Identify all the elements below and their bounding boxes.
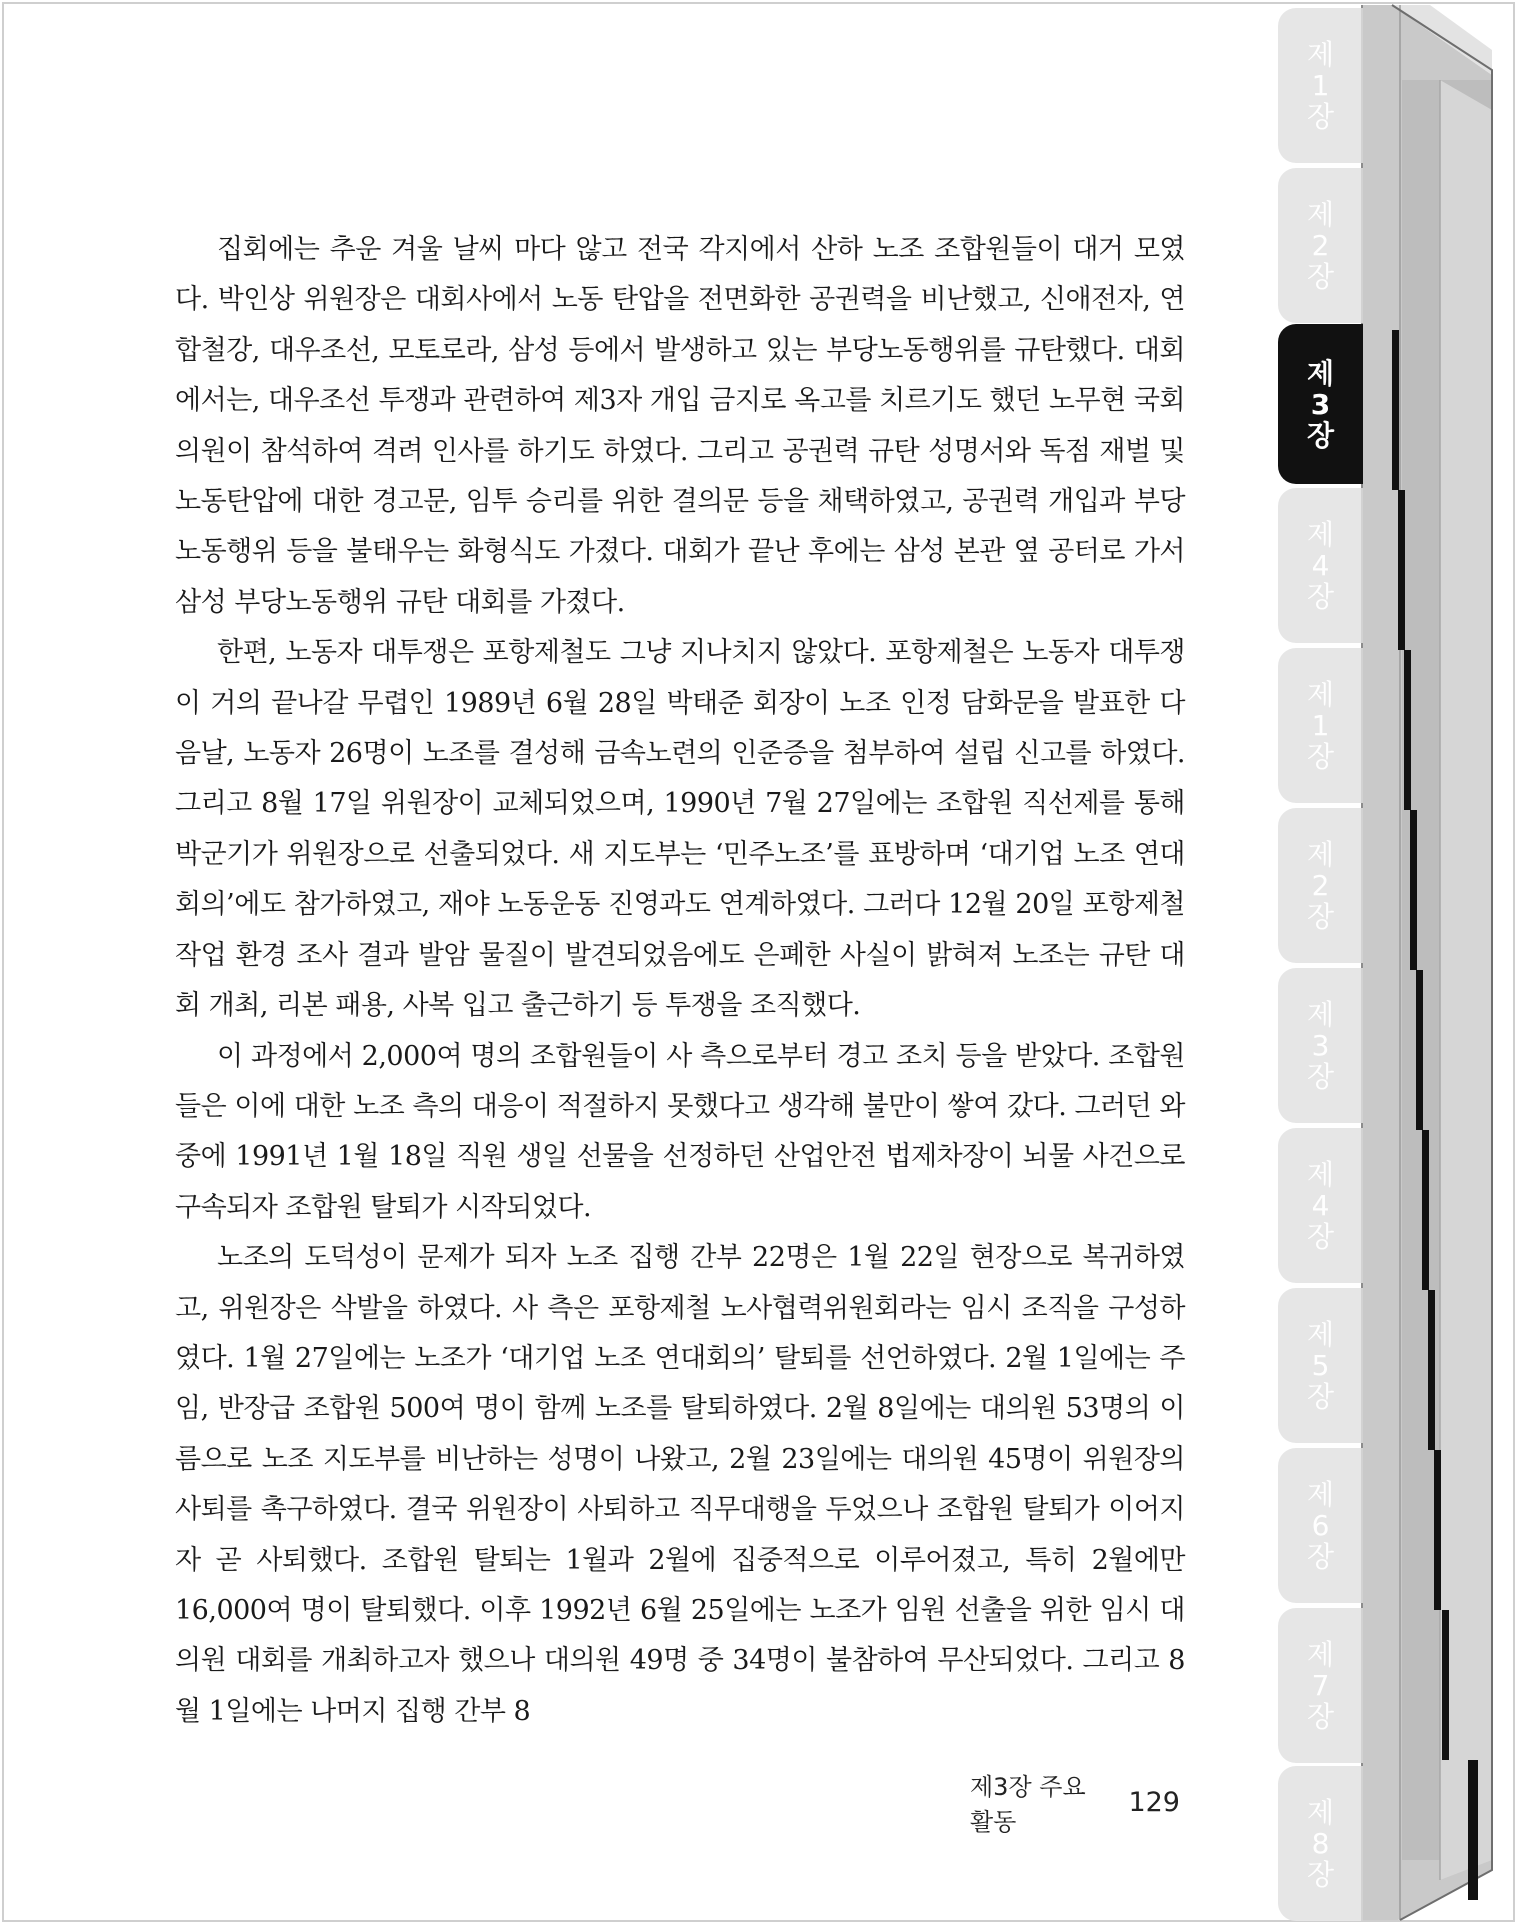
- chapter-tab[interactable]: 제 7 장: [1278, 1608, 1363, 1763]
- chapter-tab-active[interactable]: 제 3 장: [1278, 324, 1363, 484]
- chapter-tab[interactable]: 제 4 장: [1278, 1128, 1363, 1283]
- page-number: 129: [1128, 1786, 1180, 1818]
- chapter-thumb-index: [1278, 0, 1368, 1926]
- chapter-tab[interactable]: 제 3 장: [1278, 968, 1363, 1123]
- chapter-tab[interactable]: 제 4 장: [1278, 488, 1363, 643]
- paragraph: 이 과정에서 2,000여 명의 조합원들이 사 측으로부터 경고 조치 등을 받았다. 조합원들은 이에 대한 노조 측의 대응이 적절하지 못했다고 생각해 불만이 쌓여 갔다. 그러던 와중에 1991년 1월 18일 직원 생일 선물을 선정하던 산업안전 법제차장이 뇌물 사건으로 구속되자 조합원 탈퇴가 시작되었다.: [175, 1040, 1185, 1223]
- chapter-tab[interactable]: 제 1 장: [1278, 8, 1363, 163]
- paragraph: 집회에는 추운 겨울 날씨 마다 않고 전국 각지에서 산하 노조 조합원들이 대거 모였다. 박인상 위원장은 대회사에서 노동 탄압을 전면화한 공권력을 비난했고, 신애전자, 연합철강, 대우조선, 모토로라, 삼성 등에서 발생하고 있는 부당노동행위를 규탄했다. 대회에서는, 대우조선 투쟁과 관련하여 제3자 개입 금지로 옥고를 치르기도 했던 노무현 국회의원이 참석하여 격려 인사를 하기도 하였다. 그리고 공권력 규탄 성명서와 독점 재벌 및 노동탄압에 대한 경고문, 임투 승리를 위한 결의문 등을 채택하였고, 공권력 개입과 부당노동행위 등을 불태우는 화형식도 가졌다. 대회가 끝난 후에는 삼성 본관 옆 공터로 가서 삼성 부당노동행위 규탄 대회를 가졌다.: [175, 234, 1185, 618]
- paragraph: 노조의 도덕성이 문제가 되자 노조 집행 간부 22명은 1월 22일 현장으로 복귀하였고, 위원장은 삭발을 하였다. 사 측은 포항제철 노사협력위원회라는 임시 조직을 구성하였다. 1월 27일에는 노조가 ‘대기업 노조 연대회의’ 탈퇴를 선언하였다. 2월 1일에는 주임, 반장급 조합원 500여 명이 함께 노조를 탈퇴하였다. 2월 8일에는 대의원 53명의 이름으로 노조 지도부를 비난하는 성명이 나왔고, 2월 23일에는 대의원 45명이 위원장의 사퇴를 촉구하였다. 결국 위원장이 사퇴하고 직무대행을 두었으나 조합원 탈퇴가 이어지자 곧 사퇴했다. 조합원 탈퇴는 1월과 2월에 집중적으로 이루어졌고, 특히 2월에만 16,000여 명이 탈퇴했다. 이후 1992년 6월 25일에는 노조가 임원 선출을 위한 임시 대의원 대회를 개최하고자 했으나 대의원 49명 중 34명이 불참하여 무산되었다. 그리고 8월 1일에는 나머지 집행 간부 8: [175, 1242, 1185, 1727]
- chapter-tab[interactable]: 제 2 장: [1278, 168, 1363, 323]
- chapter-tab[interactable]: 제 1 장: [1278, 648, 1363, 803]
- running-footer-chapter: 제3장 주요 활동: [970, 1773, 1086, 1836]
- chapter-tab[interactable]: 제 8 장: [1278, 1766, 1363, 1921]
- chapter-tab[interactable]: 제 2 장: [1278, 808, 1363, 963]
- body-text: [175, 225, 1185, 1737]
- chapter-tab[interactable]: 제 5 장: [1278, 1288, 1363, 1443]
- page-footer: [970, 1773, 1180, 1836]
- paragraph: 한편, 노동자 대투쟁은 포항제철도 그냥 지나치지 않았다. 포항제철은 노동자 대투쟁이 거의 끝나갈 무렵인 1989년 6월 28일 박태준 회장이 노조 인정 담화문을 발표한 다음날, 노동자 26명이 노조를 결성해 금속노련의 인준증을 첨부하여 설립 신고를 하였다. 그리고 8월 17일 위원장이 교체되었으며, 1990년 7월 27일에는 조합원 직선제를 통해 박군기가 위원장으로 선출되었다. 새 지도부는 ‘민주노조’를 표방하며 ‘대기업 노조 연대회의’에도 참가하였고, 재야 노동운동 진영과도 연계하였다. 그러다 12월 20일 포항제철 작업 환경 조사 결과 발암 물질이 발견되었음에도 은폐한 사실이 밝혀져 노조는 규탄 대회 개최, 리본 패용, 사복 입고 출근하기 등 투쟁을 조직했다.: [175, 637, 1185, 1022]
- chapter-tab[interactable]: 제 6 장: [1278, 1448, 1363, 1603]
